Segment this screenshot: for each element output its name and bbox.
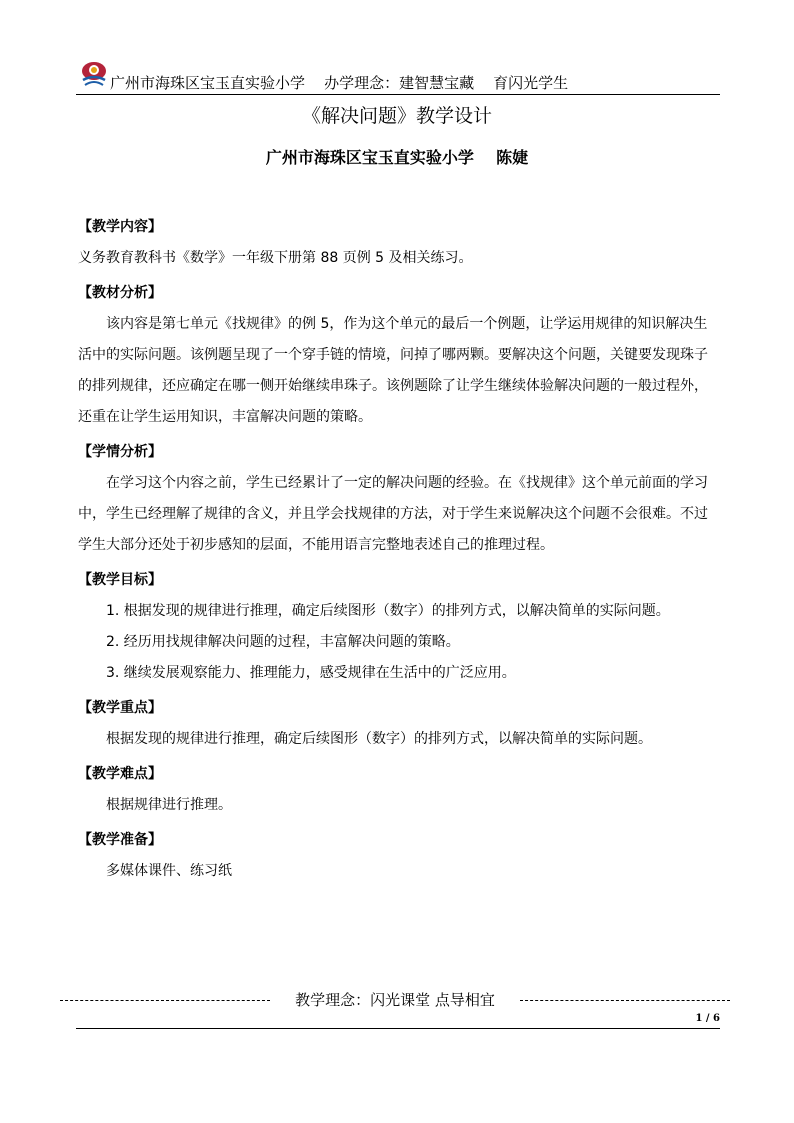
section-body-analysis: 该内容是第七单元《找规律》的例 5，作为这个单元的最后一个例题，让学运用规律的知识解决生活中的实际问题。该例题呈现了一个穿手链的情境，问掉了哪两颗。要解决这个问题，关键要发现珠子的排列规律，还应确定在哪一侧开始继续串珠子。该例题除了让学生继续体验解决问题的一般过程外，还重在让学生运用知识，丰富解决问题的策略。 <box>78 316 708 425</box>
section-heading-analysis: 【教材分析】 <box>78 285 162 301</box>
section-body-content: 义务教育教科书《数学》一年级下册第 88 页例 5 及相关练习。 <box>78 250 473 266</box>
page-header <box>76 58 720 95</box>
footer-rule <box>76 1028 720 1029</box>
section-heading-preparation: 【教学准备】 <box>78 832 162 848</box>
header-text: 广州市海珠区宝玉直实验小学 办学理念：建智慧宝藏 育闪光学生 <box>110 74 569 92</box>
goal-item: 1. 根据发现的规律进行推理，确定后续图形（数字）的排列方式，以解决简单的实际问题。 <box>106 603 670 619</box>
section-heading-content: 【教学内容】 <box>78 219 162 235</box>
section-body-students: 在学习这个内容之前，学生已经累计了一定的解决问题的经验。在《找规律》这个单元前面的学习中，学生已经理解了规律的含义，并且学会找规律的方法，对于学生来说解决这个问题不会很难。不过学生大部分还处于初步感知的层面，不能用语言完整地表述自己的推理过程。 <box>78 475 708 553</box>
page-footer <box>60 990 730 1012</box>
page-title: 《解决问题》教学设计 <box>301 105 492 127</box>
goal-item: 2. 经历用找规律解决问题的过程，丰富解决问题的策略。 <box>106 634 460 650</box>
goal-item: 3. 继续发展观察能力、推理能力，感受规律在生活中的广泛应用。 <box>106 665 516 681</box>
section-heading-key-points: 【教学重点】 <box>78 700 162 716</box>
page-number: 1 / 6 <box>695 1013 720 1024</box>
section-body-preparation: 多媒体课件、练习纸 <box>106 863 232 879</box>
section-body-key-points: 根据发现的规律进行推理，确定后续图形（数字）的排列方式，以解决简单的实际问题。 <box>106 731 652 747</box>
document-body <box>78 212 720 887</box>
author-line: 广州市海珠区宝玉直实验小学 陈婕 <box>265 148 529 167</box>
section-heading-difficulties: 【教学难点】 <box>78 766 162 782</box>
section-heading-goals: 【教学目标】 <box>78 572 162 588</box>
footer-dash-right <box>520 1000 730 1001</box>
section-heading-students: 【学情分析】 <box>78 444 162 460</box>
school-logo-icon <box>80 60 108 90</box>
footer-text: 教学理念：闪光课堂 点导相宜 <box>295 991 495 1009</box>
section-body-difficulties: 根据规律进行推理。 <box>106 797 232 813</box>
